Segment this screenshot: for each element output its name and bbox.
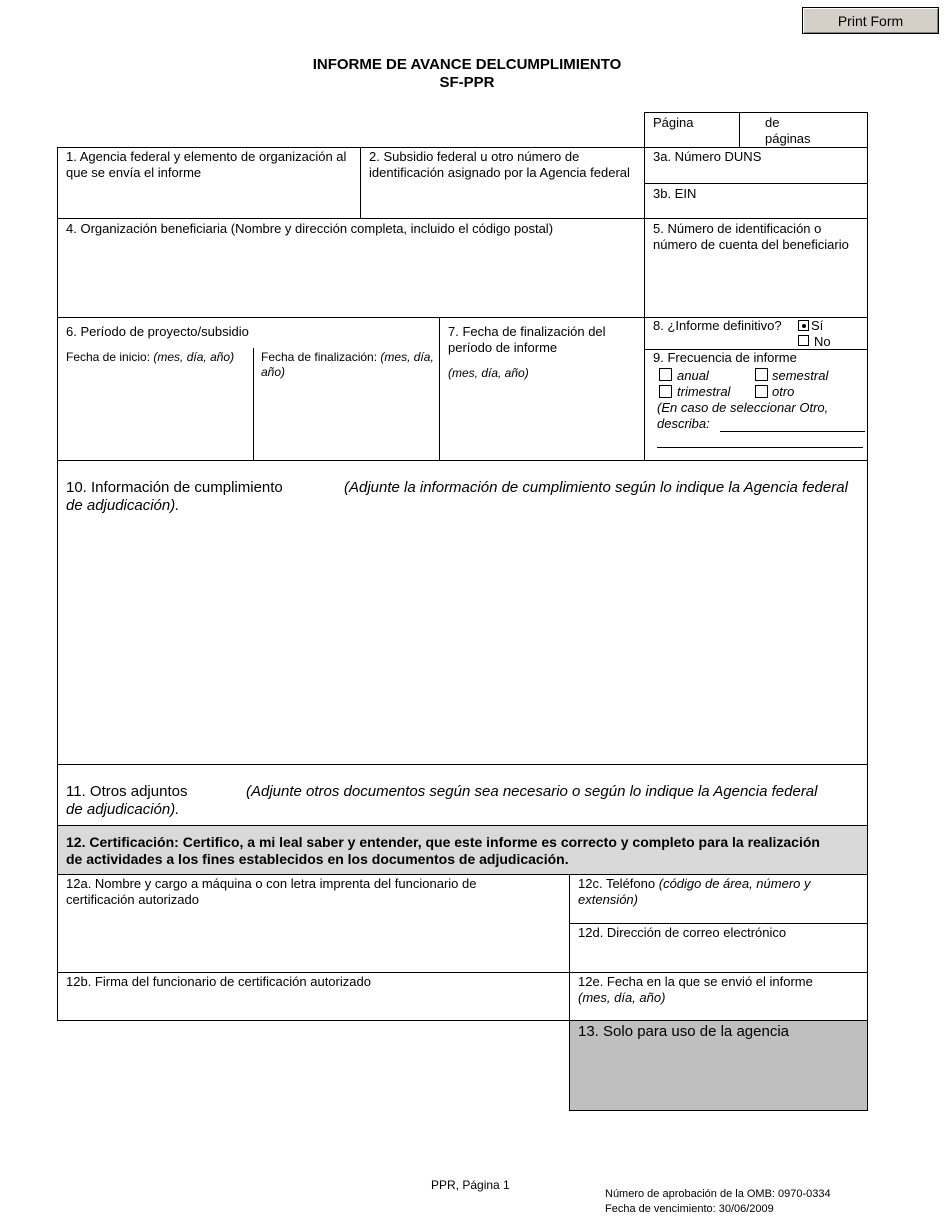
field-10-note-b: de adjudicación).: [66, 497, 180, 514]
field-12e-format: (mes, día, año): [578, 990, 666, 1005]
frequency-semiannual-checkbox[interactable]: [755, 368, 768, 381]
field-6-start-date[interactable]: [66, 350, 250, 365]
form-title-line2: SF-PPR: [439, 74, 495, 91]
page-label: Página: [653, 115, 694, 130]
frequency-other-note: (En caso de seleccionar Otro, describa:: [657, 400, 829, 431]
field-5-recipient-id[interactable]: 5. Número de identificación o número de cuenta del beneficiario: [644, 218, 868, 318]
field-12-certification: 12. Certificación: Certifico, a mi leal saber y entender, que este informe es correcto y completo para la realización de actividades a los fines establecidos en los documentos de adjudicación.: [57, 825, 868, 875]
field-8-label: 8. ¿Informe definitivo?: [653, 318, 782, 333]
field-4-recipient-org[interactable]: 4. Organización beneficiaria (Nombre y dirección completa, incluido el código postal): [57, 218, 645, 318]
footer-omb-number: Número de aprobación de la OMB: 0970-0334: [605, 1188, 831, 1200]
field-6-end-label: Fecha de finalización:: [261, 350, 378, 364]
page-of-label: de: [765, 115, 780, 130]
final-report-yes-radio[interactable]: [798, 320, 809, 331]
field-9-label: 9. Frecuencia de informe: [653, 350, 797, 365]
frequency-other-label: otro: [772, 384, 795, 399]
field-12d-email[interactable]: 12d. Dirección de correo electrónico: [569, 923, 868, 973]
field-11-note-a: (Adjunte otros documentos según sea necesario o según lo indique la Agencia federal: [246, 783, 818, 800]
frequency-quarterly-label: trimestral: [677, 384, 731, 399]
page-number-input[interactable]: [700, 115, 740, 132]
field-12c-format: (código de área, número y extensión): [578, 876, 811, 907]
frequency-other-describe-line1[interactable]: [720, 430, 865, 432]
field-6-end-format: (mes, día, año): [261, 350, 434, 379]
form-title-line1: INFORME DE AVANCE DELCUMPLIMIENTO: [312, 56, 622, 73]
form-title: [0, 56, 934, 92]
field-9-frequency: [644, 349, 868, 461]
field-12a-official-name[interactable]: 12a. Nombre y cargo a máquina o con letra imprenta del funcionario de certificación autorizado: [57, 874, 570, 973]
frequency-other-describe-line2[interactable]: [657, 446, 863, 448]
final-report-yes-label: Sí: [811, 318, 824, 333]
print-form-button[interactable]: Print Form: [802, 7, 939, 34]
field-7-format: (mes, día, año): [448, 366, 529, 380]
field-3b-ein[interactable]: 3b. EIN: [644, 183, 868, 219]
field-12c-phone[interactable]: [569, 874, 868, 924]
pages-label: páginas: [765, 131, 811, 146]
field-11-label: 11. Otros adjuntos: [66, 783, 188, 800]
field-1-agency[interactable]: 1. Agencia federal y elemento de organización al que se envía el informe: [57, 147, 361, 219]
field-13-agency-use: 13. Solo para uso de la agencia: [569, 1020, 868, 1111]
field-12c-label: 12c. Teléfono: [578, 876, 656, 891]
field-8-final-report: [644, 317, 868, 350]
field-11-other-attachments[interactable]: [57, 764, 868, 826]
field-6-project-period: [57, 317, 440, 461]
frequency-annual-label: anual: [677, 368, 709, 383]
footer-page-number: PPR, Página 1: [431, 1178, 510, 1192]
final-report-no-label: No: [814, 334, 831, 349]
field-6-start-label: Fecha de inicio:: [66, 350, 151, 364]
field-12b-signature[interactable]: 12b. Firma del funcionario de certificación autorizado: [57, 972, 570, 1021]
final-report-no-radio[interactable]: [798, 335, 809, 346]
field-12e-date-submitted[interactable]: 12e. Fecha en la que se envió el informe (mes, día, año): [569, 972, 868, 1021]
field-6-label: 6. Período de proyecto/subsidio: [66, 324, 249, 339]
field-11-note-b: de adjudicación).: [66, 801, 180, 818]
page-number-box: [644, 112, 868, 148]
frequency-annual-checkbox[interactable]: [659, 368, 672, 381]
field-2-grant-number[interactable]: 2. Subsidio federal u otro número de identificación asignado por la Agencia federal: [360, 147, 645, 219]
field-10-label: 10. Información de cumplimiento: [66, 479, 283, 496]
frequency-other-checkbox[interactable]: [755, 385, 768, 398]
field-10-performance-info[interactable]: [57, 460, 868, 765]
field-6-start-format: (mes, día, año): [153, 350, 235, 364]
frequency-quarterly-checkbox[interactable]: [659, 385, 672, 398]
field-6-end-date[interactable]: [261, 350, 435, 380]
field-3a-duns[interactable]: 3a. Número DUNS: [644, 147, 868, 184]
frequency-semiannual-label: semestral: [772, 368, 829, 383]
field-7-period-end[interactable]: 7. Fecha de finalización del período de informe (mes, día, año): [439, 317, 645, 461]
footer-expiry-date: Fecha de vencimiento: 30/06/2009: [605, 1203, 774, 1215]
field-10-note-a: (Adjunte la información de cumplimiento según lo indique la Agencia federal: [344, 479, 848, 496]
